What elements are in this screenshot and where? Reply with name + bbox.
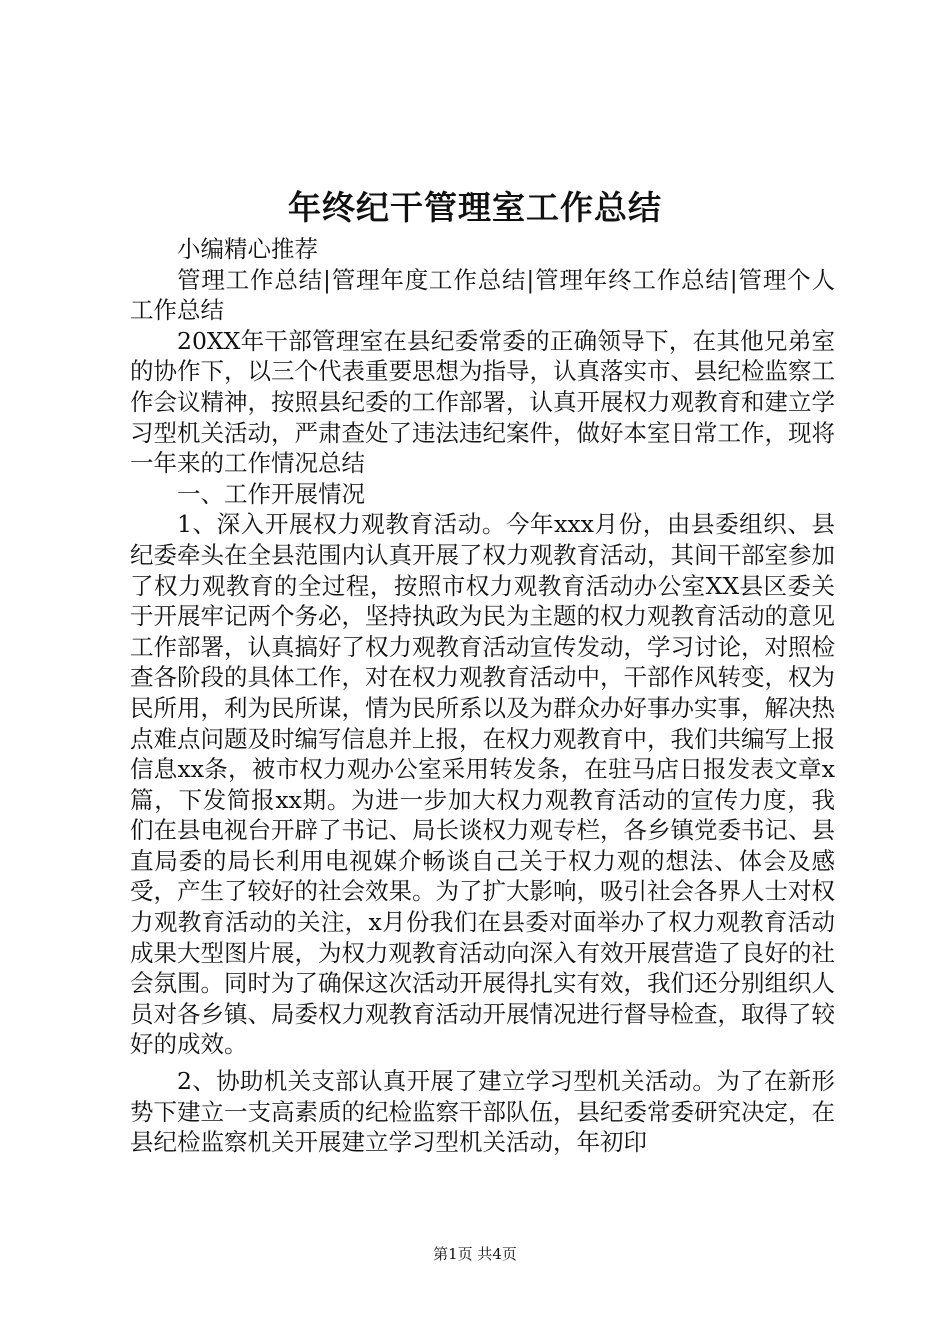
recommend-line: 小编精心推荐 [177, 235, 318, 263]
document-title: 年终纪干管理室工作总结 [288, 188, 662, 227]
body-paragraph: 2、协助机关支部认真开展了建立学习型机关活动。为了在新形势下建立一支高素质的纪检监察干部队伍，县纪委常委研究决定，在县纪检监察机关开展建立学习型机关活动，年初印 [130, 1067, 835, 1157]
intro-paragraph: 20XX年干部管理室在县纪委常委的正确领导下，在其他兄弟室的协作下，以三个代表重要思想为指导，认真落实市、县纪检监察工作会议精神，按照县纪委的工作部署，认真开展权力观教育和建立学习型机关活动，严肃查处了违法违纪案件，做好本室日常工作，现将一年来的工作情况总结 [130, 326, 835, 478]
page-footer: 第1页 共4页 [433, 1245, 517, 1263]
related-links-line: 管理工作总结|管理年度工作总结|管理年终工作总结|管理个人工作总结 [130, 265, 835, 325]
section-heading: 一、工作开展情况 [177, 479, 365, 508]
body-paragraph: 1、深入开展权力观教育活动。今年xxx月份，由县委组织、县纪委牵头在全县范围内认真开展了权力观教育活动，其间干部室参加了权力观教育的全过程，按照市权力观教育活动办公室XX县区委关于开展牢记两个务必，坚持执政为民为主题的权力观教育活动的意见工作部署，认真搞好了权力观教育活动宣传发动，学习讨论，对照检查各阶段的具体工作，对在权力观教育活动中，干部作风转变，权为民所用，利为民所谋，情为民所系以及为群众办好事办实事，解决热点难点问题及时编写信息并上报，在权力观教育中，我们共编写上报信息xx条，被市权力观办公室采用转发条，在驻马店日报发表文章x篇，下发简报xx期。为进一步加大权力观教育活动的宣传力度，我们在县电视台开辟了书记、局长谈权力观专栏，各乡镇党委书记、县直局委的局长利用电视媒介畅谈自己关于权力观的想法、体会及感受，产生了较好的社会效果。为了扩大影响，吸引社会各界人士对权力观教育活动的关注，x月份我们在县委对面举办了权力观教育活动成果大型图片展，为权力观教育活动向深入有效开展营造了良好的社会氛围。同时为了确保这次活动开展得扎实有效，我们还分别组织人员对各乡镇、局委权力观教育活动开展情况进行督导检查，取得了较好的成效。 [130, 510, 835, 1059]
document-body [130, 234, 835, 1158]
